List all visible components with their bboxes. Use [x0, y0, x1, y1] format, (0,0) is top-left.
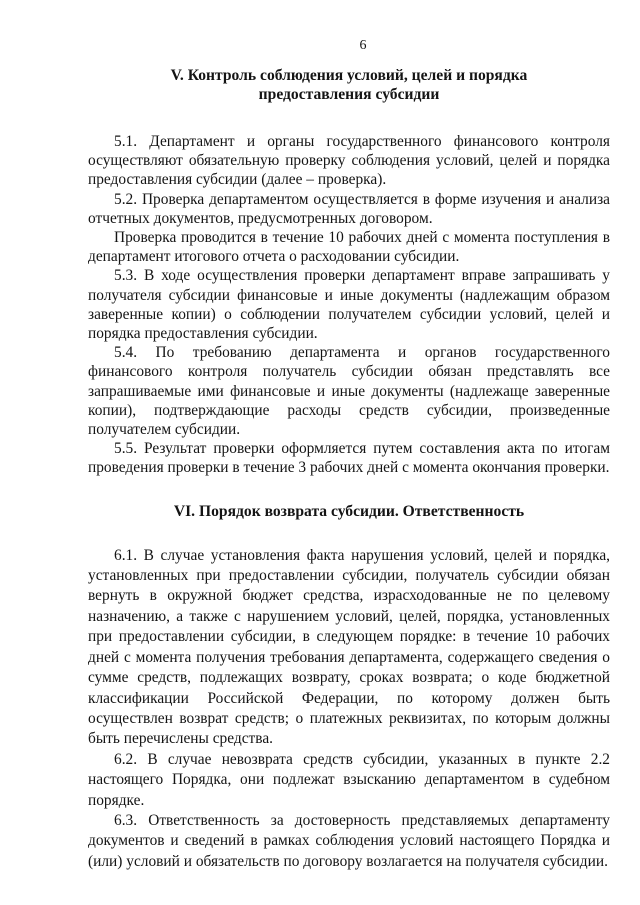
- section-5-title-line-1: V. Контроль соблюдения условий, целей и порядка: [170, 67, 528, 84]
- page-number: 6: [359, 38, 367, 53]
- section-6-title: VI. Порядок возврата субсидии. Ответственность: [173, 502, 525, 520]
- paragraph-6-3: 6.3. Ответственность за достоверность представляемых департаменту документов и сведений в рамках соблюдения условий настоящего Порядка и (или) условий и обязательств по договору возлагается на получателя субсидии.: [88, 811, 610, 870]
- section-5: [88, 66, 610, 478]
- paragraph-5-2-continued: Проверка проводится в течение 10 рабочих дней с момента поступления в департамент итогового отчета о расходовании субсидии.: [88, 229, 610, 266]
- paragraph-6-1: 6.1. В случае установления факта нарушения условий, целей и порядка, установленных при предоставлении субсидии, получатель субсидии обязан вернуть в окружной бюджет средства, израсходованные не по целевому назначению, а также с нарушением условий, целей, порядка, установленных при предоставлении субсидии, в следующем порядке: в течение 10 рабочих дней с момента получения требования департамента, содержащего сведения о сумме средств, подлежащих возврату, сроках возврата; о коде бюджетной классификации Российской Федерации, по которому должен быть осуществлен возврат средств; о платежных реквизитах, по которым должны быть перечислены средства.: [88, 546, 610, 748]
- paragraph-5-2: 5.2. Проверка департаментом осуществляется в форме изучения и анализа отчетных документов, предусмотренных договором.: [88, 190, 610, 227]
- section-5-title-line-2: предоставления субсидии: [258, 86, 440, 103]
- section-5-title: [88, 66, 610, 104]
- paragraph-5-5: 5.5. Результат проверки оформляется путем составления акта по итогам проведения проверки в течение 3 рабочих дней с момента окончания проверки.: [88, 440, 610, 477]
- paragraph-5-4: 5.4. По требованию департамента и органов государственного финансового контроля получатель субсидии обязан представлять все запрашиваемые ими финансовые и иные документы (надлежаще заверенные копии), подтверждающие расходы средств субсидии, произведенные получателем субсидии.: [88, 344, 610, 439]
- section-6: [88, 502, 610, 873]
- paragraph-5-1: 5.1. Департамент и органы государственного финансового контроля осуществляют обязательную проверку соблюдения условий, целей и порядка предоставления субсидии (далее – проверка).: [88, 133, 610, 189]
- paragraph-5-3: 5.3. В ходе осуществления проверки департамент вправе запрашивать у получателя субсидии финансовые и иные документы (надлежащим образом заверенные копии) о соблюдении получателем субсидии условий, целей и порядка предоставления субсидии.: [88, 267, 610, 343]
- paragraph-6-2: 6.2. В случае невозврата средств субсидии, указанных в пункте 2.2 настоящего Порядка, они подлежат взысканию департаментом в судебном порядке.: [88, 750, 610, 809]
